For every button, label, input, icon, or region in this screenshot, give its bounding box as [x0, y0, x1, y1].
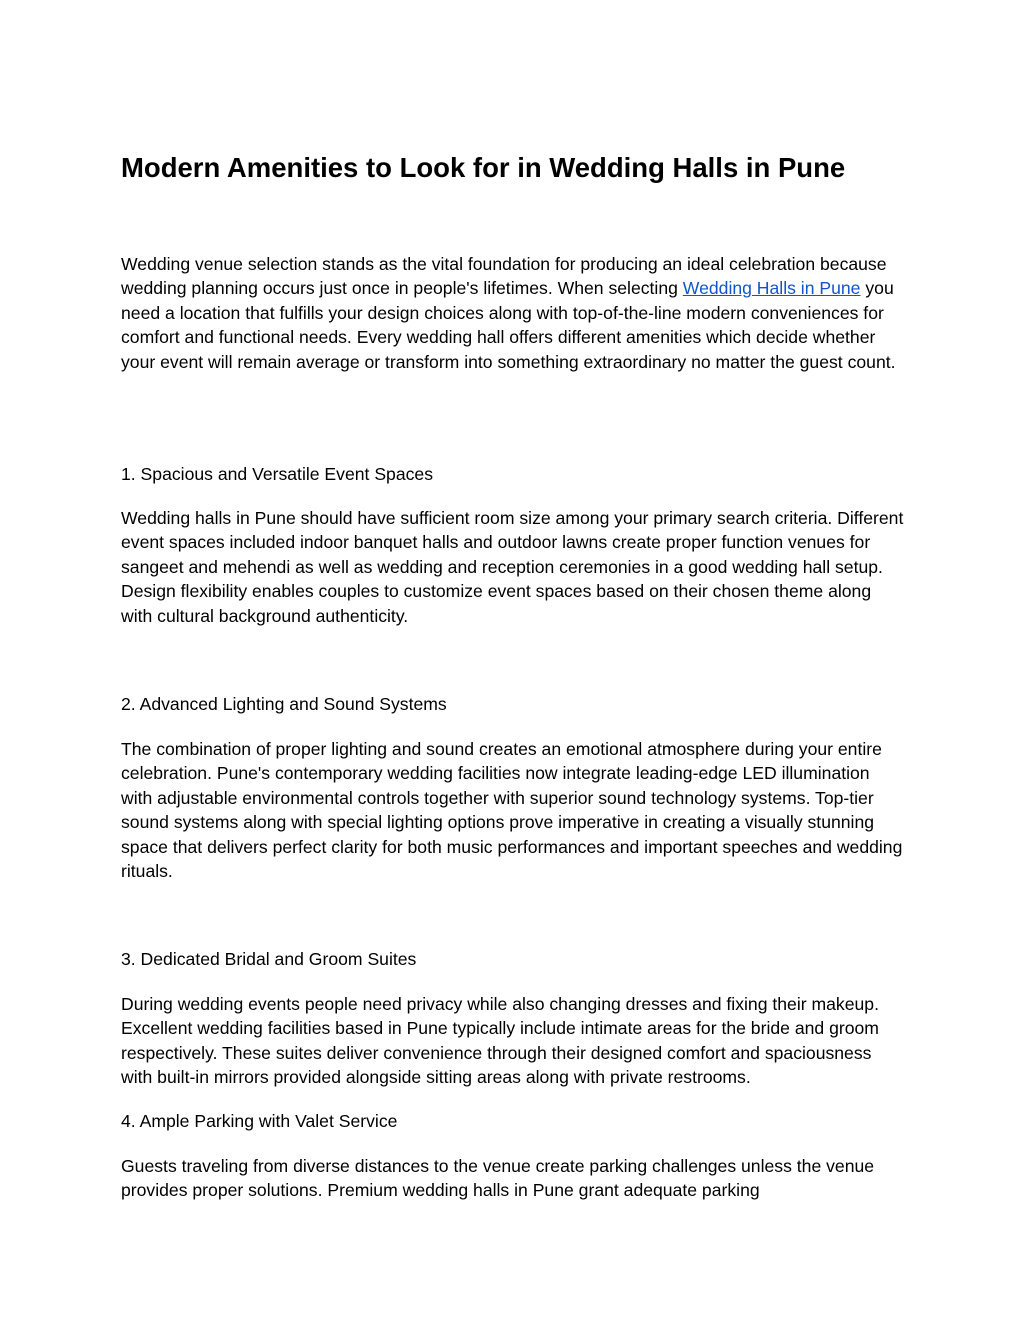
section-heading-2: 2. Advanced Lighting and Sound Systems [121, 694, 447, 714]
section-heading-4: 4. Ample Parking with Valet Service [121, 1111, 398, 1131]
intro-paragraph [121, 252, 905, 374]
wedding-halls-link[interactable]: Wedding Halls in Pune [682, 278, 861, 299]
section-body-3: During wedding events people need privacy while also changing dresses and fixing their makeup. Excellent wedding facilities based in Pune typically include intimate areas for the bride and groom respectively. These suites deliver convenience through their designed comfort and spaciousness with built-in mirrors provided alongside sitting areas along with private restrooms. [121, 994, 879, 1088]
section-heading-1: 1. Spacious and Versatile Event Spaces [121, 464, 433, 484]
intro-text: Wedding venue selection stands as the vital foundation for producing an ideal celebration because wedding planning occurs just once in people's lifetimes. When selecting [121, 254, 887, 299]
section-body-1: Wedding halls in Pune should have sufficient room size among your primary search criteria. Different event spaces included indoor banquet halls and outdoor lawns create proper function venues for sangeet and mehendi as well as wedding and reception ceremonies in a good wedding hall setup. Design flexibility enables couples to customize event spaces based on their chosen theme along with cultural background authenticity. [121, 508, 904, 626]
section-body-4: Guests traveling from diverse distances to the venue create parking challenges unless the venue provides proper solutions. Premium wedding halls in Pune grant adequate parking [121, 1156, 875, 1201]
section-body-2: The combination of proper lighting and sound creates an emotional atmosphere during your entire celebration. Pune's contemporary wedding facilities now integrate leading-edge LED illumination with adjustable environmental controls together with superior sound technology systems. Top-tier sound systems along with special lighting options prove imperative in creating a visually stunning space that delivers perfect clarity for both music performances and important speeches and wedding rituals. [121, 739, 903, 882]
intro-text-continued: you need a location that fulfills your design choices along with top-of-the-line modern conveniences for comfort and functional needs. Every wedding hall offers different amenities which decide whether your event will remain average or transform into something extraordinary no matter the guest count. [121, 278, 896, 372]
page-title: Modern Amenities to Look for in Wedding Halls in Pune [121, 152, 846, 183]
section-heading-3: 3. Dedicated Bridal and Groom Suites [121, 949, 417, 969]
